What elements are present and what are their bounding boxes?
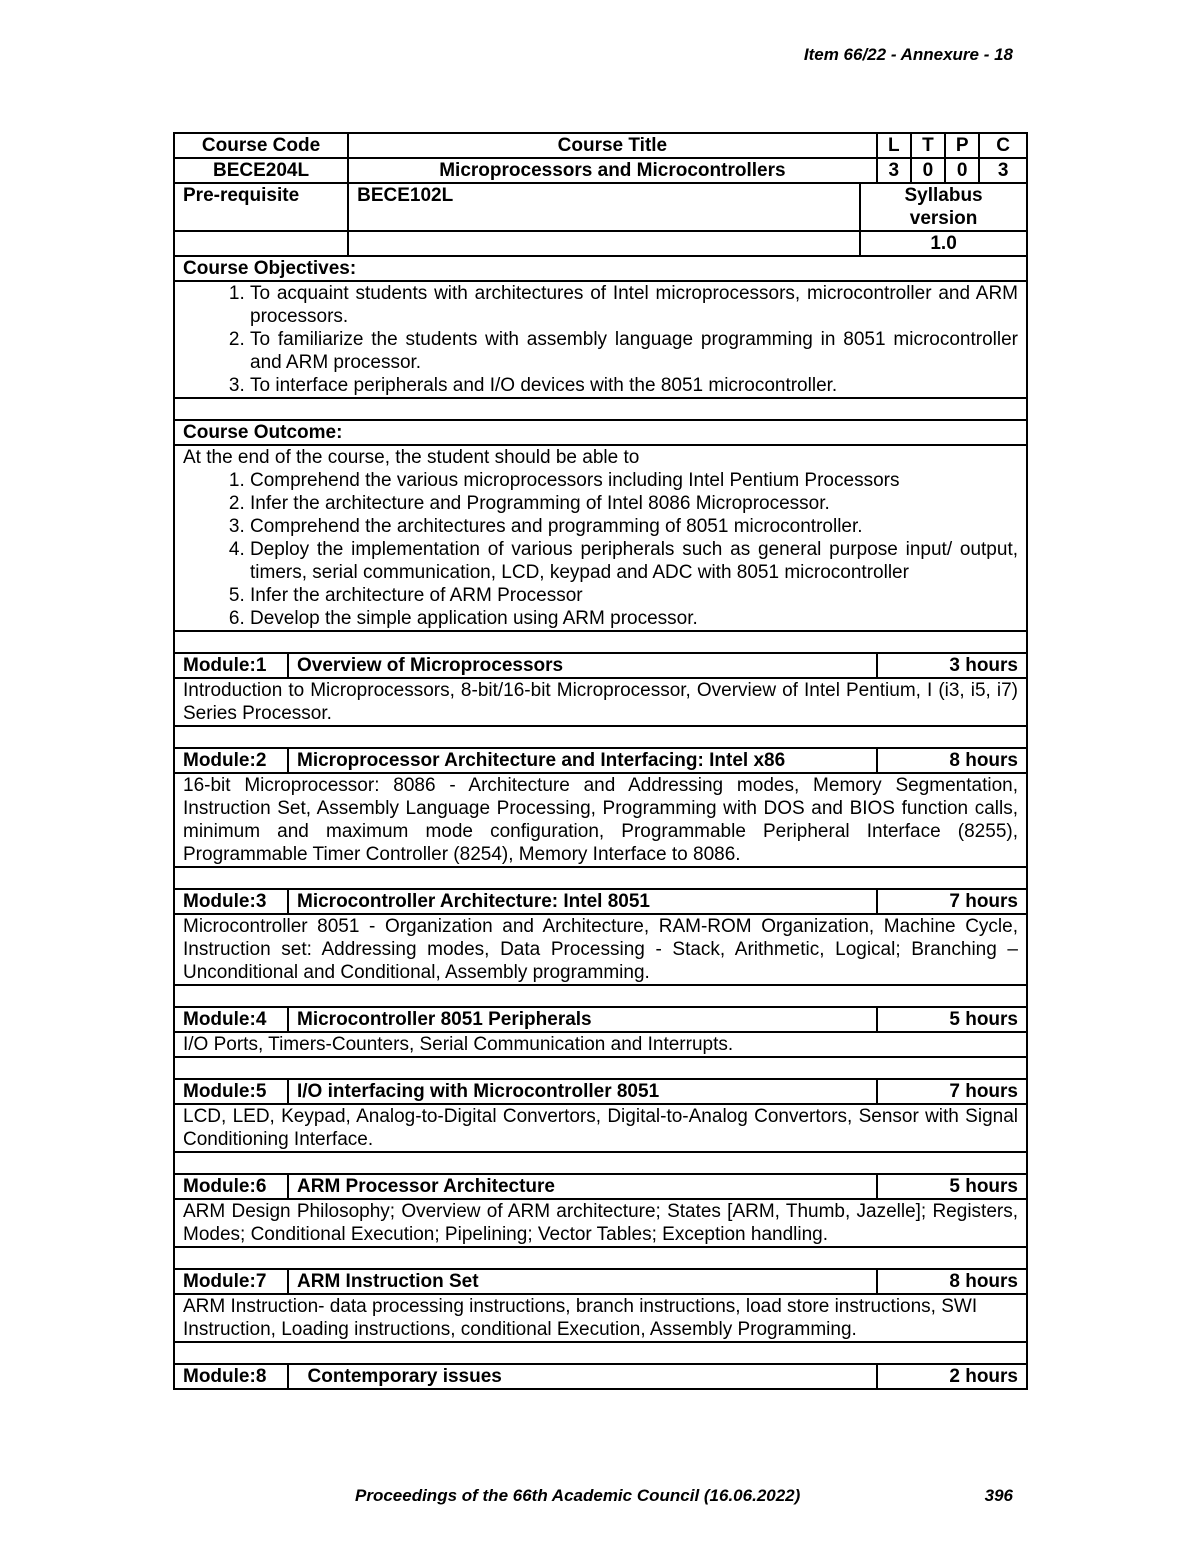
module-content: 16-bit Microprocessor: 8086 - Architecture and Addressing modes, Memory Segmentation, Instruction Set, Assembly Language Processing, Programming with DOS and BIOS function calls, minimum and maximum mode configuration, Programmable Peripheral Interface (8255), Programmable Timer Controller (8254), Memory Interface to 8086.	[174, 773, 1027, 867]
module-header-row	[174, 748, 1027, 773]
module-hours: 7 hours	[877, 889, 1027, 914]
prereq-value: BECE102L	[348, 183, 860, 231]
outcome-item: 2. Infer the architecture and Programming of Intel 8086 Microprocessor.	[250, 492, 1018, 515]
syllabus-table	[173, 132, 1028, 1390]
module-hours: 7 hours	[877, 1079, 1027, 1104]
module-header-row	[174, 1079, 1027, 1104]
module-label: Module:7	[174, 1269, 288, 1294]
module-hours: 3 hours	[877, 653, 1027, 678]
module-label: Module:3	[174, 889, 288, 914]
objectives-list	[174, 281, 1027, 398]
module-title: ARM Processor Architecture	[288, 1174, 877, 1199]
outcome-item: 5. Infer the architecture of ARM Processor	[250, 584, 1018, 607]
module-header-row	[174, 1174, 1027, 1199]
module-hours: 8 hours	[877, 748, 1027, 773]
course-header-row	[174, 133, 1027, 158]
c-label: C	[979, 133, 1027, 158]
module-hours: 5 hours	[877, 1174, 1027, 1199]
objective-item: 2. To familiarize the students with assembly language programming in 8051 microcontroller and ARM processor.	[250, 328, 1018, 374]
module-header-row	[174, 1364, 1027, 1389]
module-title: Microprocessor Architecture and Interfacing: Intel x86	[288, 748, 877, 773]
outcome-item: 1. Comprehend the various microprocessors including Intel Pentium Processors	[250, 469, 1018, 492]
module-content: ARM Instruction- data processing instructions, branch instructions, load store instructions, SWI Instruction, Loading instructions, conditional Execution, Assembly Programming.	[174, 1294, 1027, 1342]
proceedings-label: Proceedings of the 66th Academic Council (16.06.2022)	[355, 1486, 801, 1505]
module-content: LCD, LED, Keypad, Analog-to-Digital Convertors, Digital-to-Analog Convertors, Sensor with Signal Conditioning Interface.	[174, 1104, 1027, 1152]
page-number: 396	[984, 1486, 1013, 1505]
outcome-item: 3. Comprehend the architectures and programming of 8051 microcontroller.	[250, 515, 1018, 538]
outcomes-block	[174, 445, 1027, 631]
module-header-row	[174, 653, 1027, 678]
outcome-item: 4. Deploy the implementation of various peripherals such as general purpose input/ output, timers, serial communication, LCD, keypad and ADC with 8051 microcontroller	[250, 538, 1018, 584]
page-footer	[355, 1486, 1013, 1506]
course-values-row	[174, 158, 1027, 183]
module-header-row	[174, 1269, 1027, 1294]
module-header-row	[174, 889, 1027, 914]
module-header-row	[174, 1007, 1027, 1032]
syllabus-version-label: Syllabus version	[860, 183, 1027, 231]
c-value: 3	[979, 158, 1027, 183]
module-label: Module:4	[174, 1007, 288, 1032]
module-title: Microcontroller 8051 Peripherals	[288, 1007, 877, 1032]
version-row	[174, 231, 1027, 256]
objectives-heading: Course Objectives:	[174, 256, 1027, 281]
course-title-label: Course Title	[348, 133, 877, 158]
module-hours: 8 hours	[877, 1269, 1027, 1294]
module-title: Microcontroller Architecture: Intel 8051	[288, 889, 877, 914]
t-value: 0	[911, 158, 945, 183]
outcome-intro: At the end of the course, the student should be able to	[183, 447, 640, 468]
module-hours: 5 hours	[877, 1007, 1027, 1032]
syllabus-version: 1.0	[860, 231, 1027, 256]
module-content: I/O Ports, Timers-Counters, Serial Communication and Interrupts.	[174, 1032, 1027, 1057]
module-label: Module:5	[174, 1079, 288, 1104]
module-title: Overview of Microprocessors	[288, 653, 877, 678]
p-value: 0	[945, 158, 979, 183]
module-title: I/O interfacing with Microcontroller 8051	[288, 1079, 877, 1104]
module-label: Module:1	[174, 653, 288, 678]
module-content: Microcontroller 8051 - Organization and Architecture, RAM-ROM Organization, Machine Cycle, Instruction set: Addressing modes, Data Processing - Stack, Arithmetic, Logical; Branching – Unconditional and Conditional, Assembly programming.	[174, 914, 1027, 985]
course-title: Microprocessors and Microcontrollers	[348, 158, 877, 183]
module-label: Module:2	[174, 748, 288, 773]
p-label: P	[945, 133, 979, 158]
objective-item: 1. To acquaint students with architectures of Intel microprocessors, microcontroller and ARM processors.	[250, 282, 1018, 328]
prereq-label: Pre-requisite	[174, 183, 348, 231]
l-value: 3	[877, 158, 911, 183]
objective-item: 3. To interface peripherals and I/O devices with the 8051 microcontroller.	[250, 374, 1018, 397]
outcome-item: 6. Develop the simple application using ARM processor.	[250, 607, 1018, 630]
l-label: L	[877, 133, 911, 158]
t-label: T	[911, 133, 945, 158]
course-code-label: Course Code	[174, 133, 348, 158]
module-title: Contemporary issues	[288, 1364, 877, 1389]
outcome-heading: Course Outcome:	[174, 420, 1027, 445]
prereq-row	[174, 183, 1027, 231]
module-label: Module:8	[174, 1364, 288, 1389]
annexure-label: Item 66/22 - Annexure - 18	[803, 45, 1013, 64]
module-content: ARM Design Philosophy; Overview of ARM architecture; States [ARM, Thumb, Jazelle]; Registers, Modes; Conditional Execution; Pipelining; Vector Tables; Exception handling.	[174, 1199, 1027, 1247]
module-content: Introduction to Microprocessors, 8-bit/16-bit Microprocessor, Overview of Intel Pentium, I (i3, i5, i7) Series Processor.	[174, 678, 1027, 726]
module-hours: 2 hours	[877, 1364, 1027, 1389]
module-label: Module:6	[174, 1174, 288, 1199]
module-title: ARM Instruction Set	[288, 1269, 877, 1294]
course-code: BECE204L	[174, 158, 348, 183]
